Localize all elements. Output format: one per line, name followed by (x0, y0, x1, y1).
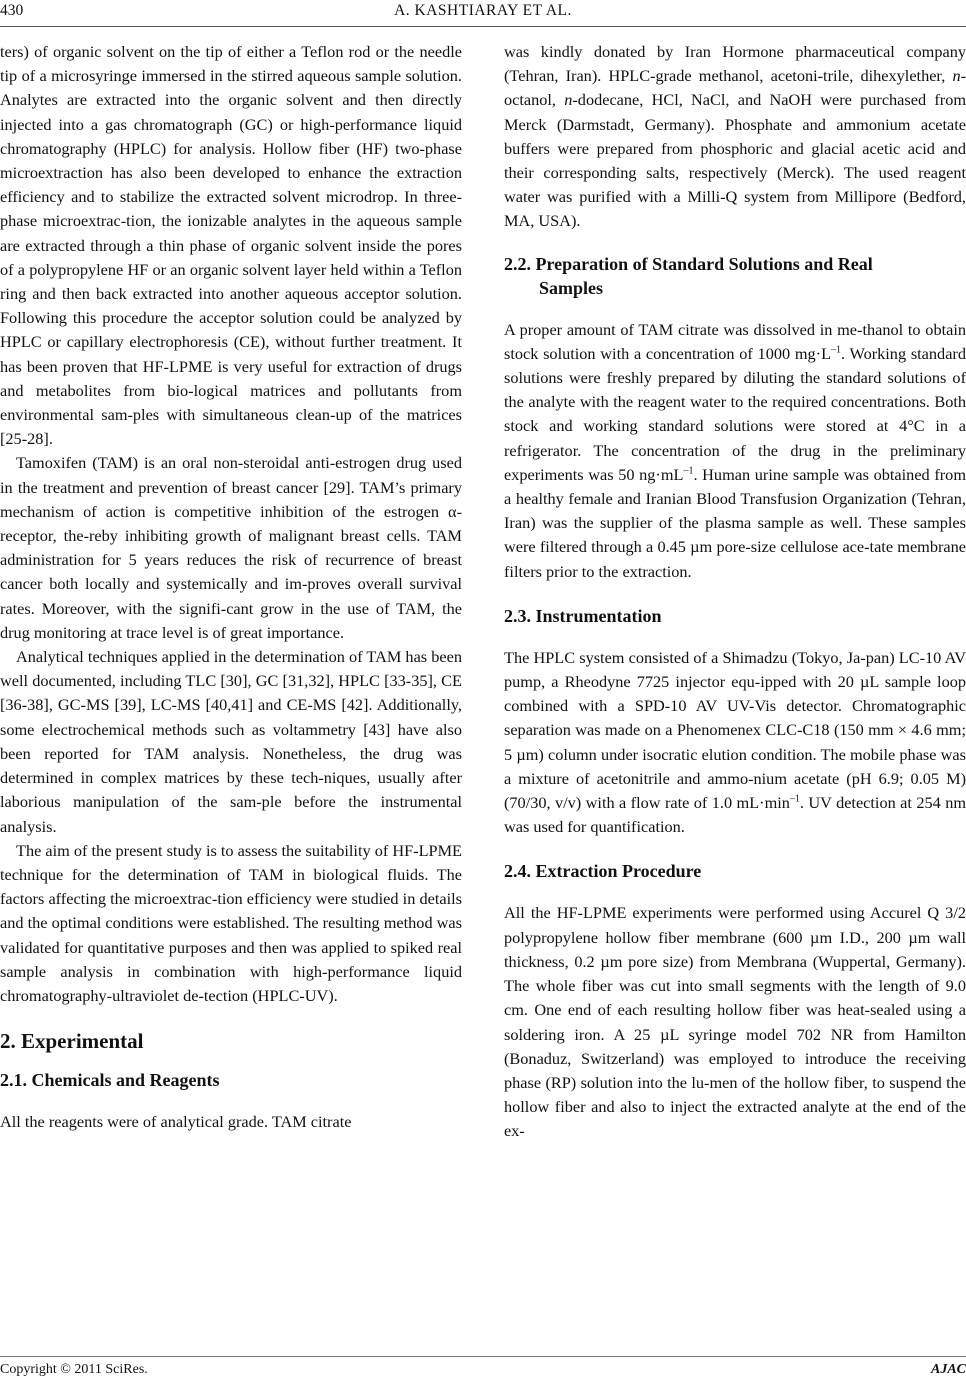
paragraph-analytical-techniques: Analytical techniques applied in the determination of TAM has been well documented, including TLC [30], GC [31,32], HPLC [33-35], CE [36-38], GC-MS [39], LC-MS [40,41] and CE-MS [42]. Additionally, some electrochemical methods such as voltammetry [43] have also been reported for TAM analysis. Nonetheless, the drug was determined in complex matrices by these tech-niques, usually after laborious manipulation of the sam-ple before the instrumental analysis. (0, 647, 462, 836)
subsection-heading-instrumentation: 2.3. Instrumentation (504, 605, 662, 626)
paragraph-instrumentation: The HPLC system consisted of a Shimadzu (Tokyo, Ja-pan) LC-10 AV pump, a Rheodyne 7725 injector equ-ipped with 20 µL sample loop combined with a SPD-10 AV UV-Vis detector. Chromatographic separation was made on a Phenomenex CLC-C18 (150 mm × 4.6 mm; 5 µm) column under isocratic elution condition. The mobile phase was a mixture of acetonitrile and ammo-nium acetate (pH 6.9; 0.05 M) (70/30, v/v) with a flow rate of 1.0 $mL\cdot\min^{-1}$. UV detection at 254 nm was used for quantification. (504, 647, 966, 837)
section-heading-experimental: 2. Experimental (0, 1029, 144, 1054)
subsection-heading-extraction: 2.4. Extraction Procedure (504, 861, 702, 882)
paragraph-reagents-cont: was kindly donated by Iran Hormone pharmaceutical company (Tehran, Iran). HPLC-grade methanol, acetoni-trile, dihexylether, n-octanol, n-dodecane, HCl, NaCl, and NaOH were purchased from Merck (Darmstadt, Germany). Phosphate and ammonium acetate buffers were prepared from phosphoric and glacial acetic acid and their corresponding salts, respectively (Merck). The used reagent water was purified with a Milli-Q system from Millipore (Bedford, MA, USA). (504, 42, 966, 231)
paragraph-aim: The aim of the present study is to assess the suitability of HF-LPME technique for the determination of TAM in biological fluids. The factors affecting the microextrac-tion efficiency were studied in details and the optimal conditions were established. The resulting method was validated for quantitative purposes and then was applied to spiked real sample analysis in combination with high-performance liquid chromatography-ultraviolet de-tection (HPLC-UV). (0, 840, 462, 1005)
running-header-authors: A. KASHTIARAY ET AL. (394, 2, 572, 19)
page-number: 430 (0, 2, 24, 19)
subsection-heading-chemicals: 2.1. Chemicals and Reagents (0, 1070, 220, 1091)
footer-copyright: Copyright © 2011 SciRes. (0, 1362, 148, 1377)
left-column (0, 40, 462, 1134)
paragraph-lpme-intro: ters) of organic solvent on the tip of either a Teflon rod or the needle tip of a microsyringe immersed in the stirred aqueous sample solution. Analytes are extracted into the organic solvent and then directly injected into a gas chromatograph (GC) or high-performance liquid chromatography (HPLC) for analysis. Hollow fiber (HF) two-phase microextraction has also been developed to enhance the extraction efficiency and to stabilize the extracted solvent microdrop. In three-phase microextrac-tion, the ionizable analytes in the aqueous sample are extracted through a thin phase of organic solvent inside the pores of a polypropylene HF or an organic solvent layer held within a Teflon ring and then back extracted into another aqueous acceptor solution. Following this procedure the acceptor solution could be analyzed by HPLC or capillary electrophoresis (CE), without further treatment. It has been proven that HF-LPME is very useful for extraction of drugs and metabolites from bio-logical matrices and pollutants from environmental sam-ples with simultaneous clean-up of the matrices [25-28]. (0, 42, 462, 449)
footer-rule (0, 1356, 966, 1357)
footer-journal: AJAC (930, 1362, 966, 1377)
paragraph-reagents-start: All the reagents were of analytical grade. TAM citrate (0, 1112, 352, 1132)
paragraph-extraction: All the HF-LPME experiments were performed using Accurel Q 3/2 polypropylene hollow fiber membrane (600 µm I.D., 200 µm wall thickness, 0.2 µm pore size) from Membrana (Wuppertal, Germany). The whole fiber was cut into small segments with the length of 9.0 cm. One end of each resulting hollow fiber was heat-sealed using a soldering iron. A 25 µL syringe model 702 NR from Hamilton (Bonaduz, Switzerland) was employed to introduce the receiving phase (RP) solution into the lu-men of the hollow fiber, to suspend the hollow fiber and also to inject the extracted analyte at the end of the ex- (504, 903, 966, 1141)
subsection-heading-preparation: 2.2. Preparation of Standard Solutions and Real Samples (504, 253, 873, 298)
right-column (504, 40, 966, 1144)
header-rule (0, 26, 966, 27)
paragraph-preparation: A proper amount of TAM citrate was dissolved in me-thanol to obtain stock solution with a concentration of 1000 $mg\cdot L^{-1}$. Working standard solutions were freshly prepared by diluting the standard solutions of the analyte with the reagent water to the required concentrations. Both stock and working standard solutions were stored at 4°C in a refrigerator. The concentration of the drug in the preliminary experiments was 50 $ng\cdot mL^{-1}$. Human urine sample was obtained from a healthy female and Iranian Blood Transfusion Organization (Tehran, Iran) was the supplier of the plasma sample as well. These samples were filtered through a 0.45 µm pore-size cellulose ace-tate membrane filters prior to the extraction. (504, 319, 966, 581)
paragraph-tamoxifen: Tamoxifen (TAM) is an oral non-steroidal anti-estrogen drug used in the treatment and prevention of breast cancer [29]. TAM’s primary mechanism of action is competitive inhibition of the estrogen α-receptor, the-reby inhibiting growth of malignant breast cells. TAM administration for 5 years reduces the risk of recurrence of breast cancer both locally and systemically and im-proves overall survival rates. Moreover, with the signifi-cant grow in the use of TAM, the drug monitoring at trace level is of great importance. (0, 453, 462, 642)
